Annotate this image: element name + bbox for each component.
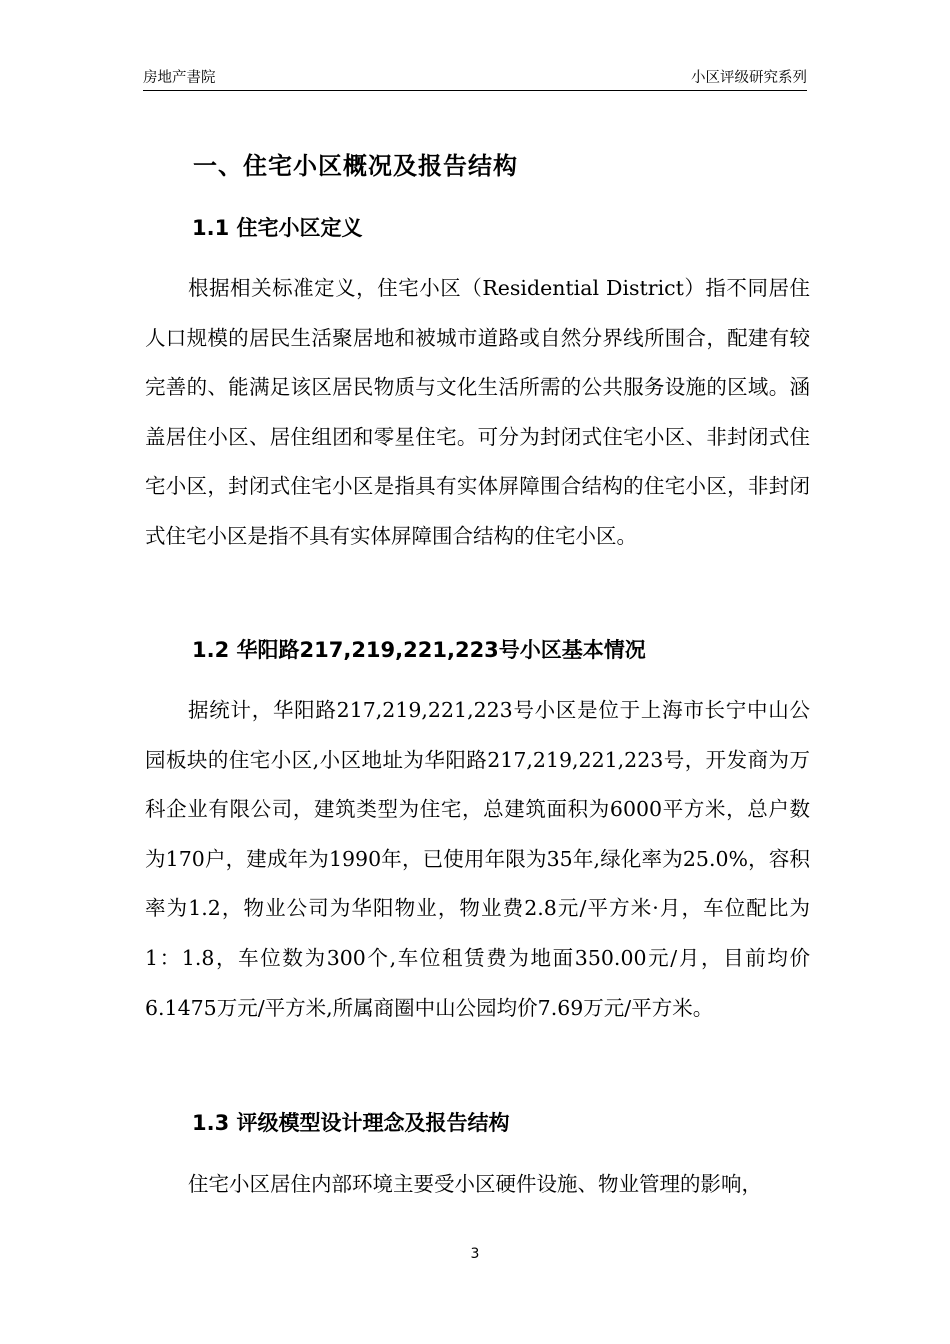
section-body-1-3: 住宅小区居住内部环境主要受小区硬件设施、物业管理的影响， bbox=[188, 1172, 762, 1196]
section-heading-1-2: 1.2 华阳路217,219,221,223号小区基本情况 bbox=[192, 638, 646, 662]
header-left-title: 房地产書院 bbox=[143, 70, 216, 86]
page-header bbox=[143, 62, 807, 91]
section-heading-1-3: 1.3 评级模型设计理念及报告结构 bbox=[192, 1111, 510, 1135]
page-number: 3 bbox=[470, 1246, 480, 1262]
section-heading-1-1: 1.1 住宅小区定义 bbox=[192, 216, 363, 240]
header-right-title: 小区评级研究系列 bbox=[691, 70, 807, 86]
section-body-1-2: 据统计，华阳路217,219,221,223号小区是位于上海市长宁中山公园板块的住宅小区,小区地址为华阳路217,219,221,223号，开发商为万科企业有限公司，建筑类型为住宅，总建筑面积为6000平方米，总户数为170户，建成年为1990年，已使用年限为35年,绿化率为25.0%，容积率为1.2，物业公司为华阳物业，物业费2.8元/平方米·月，车位配比为1：1.8，车位数为300个,车位租赁费为地面350.00元/月，目前均价6.1475万元/平方米,所属商圈中山公园均价7.69万元/平方米。 bbox=[145, 698, 810, 1020]
chapter-heading: 一、住宅小区概况及报告结构 bbox=[193, 152, 518, 180]
section-body-1-1: 根据相关标准定义，住宅小区（Residential District）指不同居住人口规模的居民生活聚居地和被城市道路或自然分界线所围合，配建有较完善的、能满足该区居民物质与文化生活所需的公共服务设施的区域。涵盖居住小区、居住组团和零星住宅。可分为封闭式住宅小区、非封闭式住宅小区，封闭式住宅小区是指具有实体屏障围合结构的住宅小区，非封闭式住宅小区是指不具有实体屏障围合结构的住宅小区。 bbox=[145, 276, 810, 548]
